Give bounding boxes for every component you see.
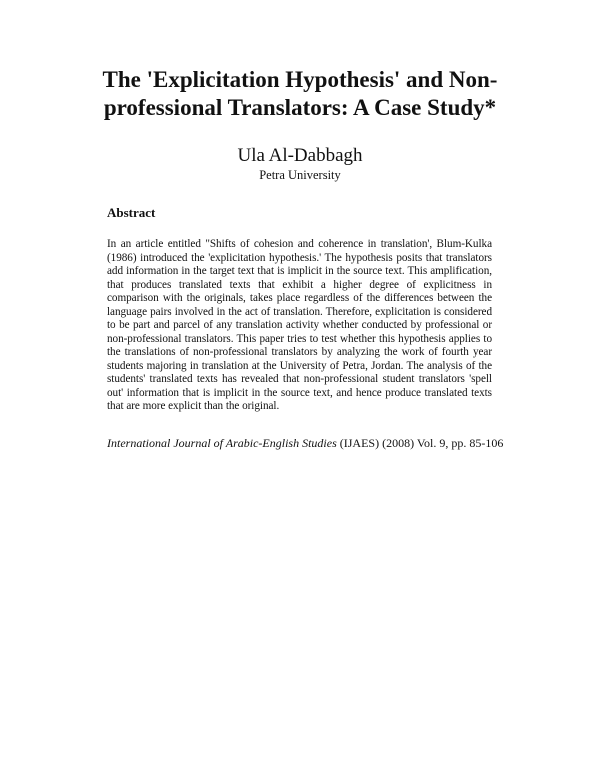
- citation-details: (IJAES) (2008) Vol. 9, pp. 85-106: [336, 436, 504, 450]
- abstract-body: In an article entitled "Shifts of cohesion and coherence in translation', Blum-Kulka (1986) introduced the 'explicitation hypothesis.' The hypothesis posits that translators add information in the target text that is implicit in the source text. This amplification, that produces translated texts that exhibit a higher degree of explicitness in comparison with the originals, takes place regardless of the differences between the language pairs involved in the act of translation. Therefore, explicitation is considered to be part and parcel of any translation activity whether conducted by professional or non-professional translators. This paper tries to test whether this hypothesis applies to the translations of non-professional translators by analyzing the work of fourth year students majoring in translation at the University of Petra, Jordan. The analysis of the students' translated texts has revealed that non-professional student translators 'spell out' information that is implicit in the source text, and hence produce translated texts that are more explicit than the original.: [107, 238, 492, 412]
- journal-citation: [107, 436, 527, 451]
- paper-title-line-1: The 'Explicitation Hypothesis' and Non-: [102, 67, 498, 92]
- paper-title-line-2: professional Translators: A Case Study*: [103, 95, 497, 120]
- author-name: Ula Al-Dabbagh: [237, 145, 363, 166]
- author-affiliation: Petra University: [259, 168, 341, 182]
- abstract-heading: Abstract: [107, 205, 156, 220]
- citation-journal-name: International Journal of Arabic-English Studies: [107, 436, 337, 450]
- paper-title: [60, 66, 540, 122]
